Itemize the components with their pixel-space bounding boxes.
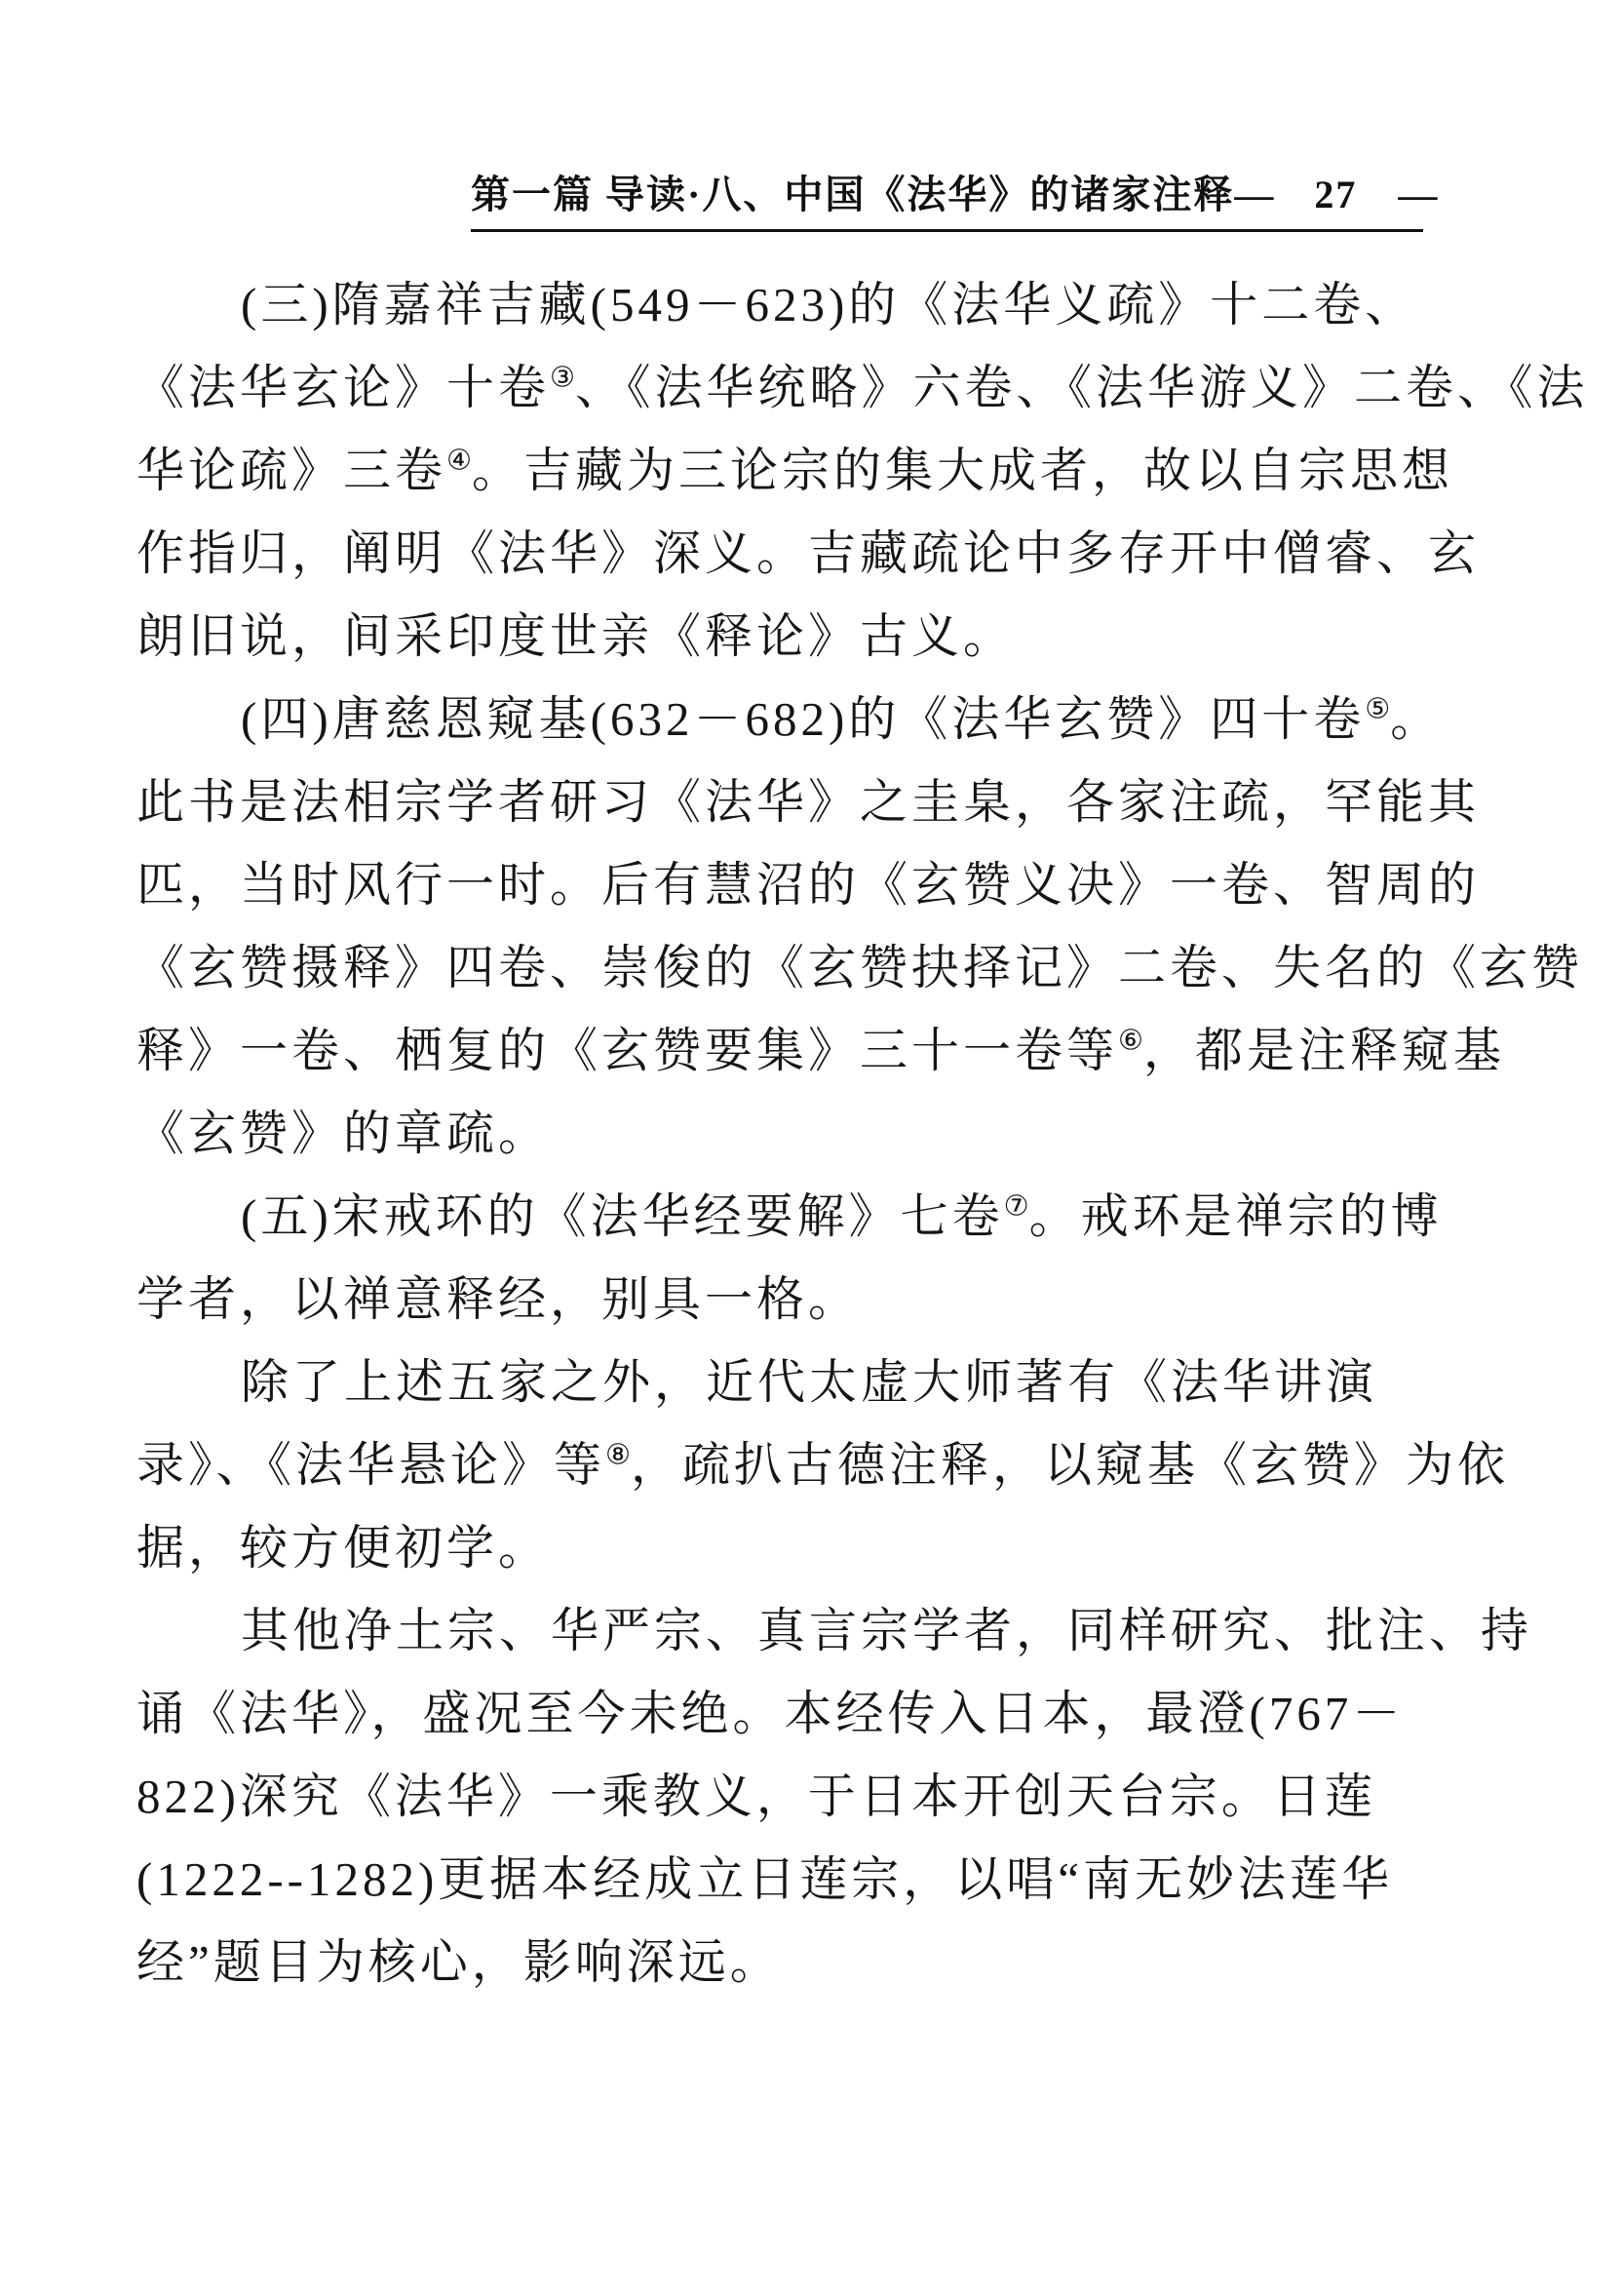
text-segment: (五)宋戒环的《法华经要解》七卷 [241, 1189, 1004, 1243]
text-segment: 录》、《法华悬论》等 [136, 1438, 606, 1492]
text-segment: 《玄赞摄释》四卷、崇俊的《玄赞抉择记》二卷、失名的《玄赞 [136, 941, 1584, 994]
text-segment: 经”题目为核心，影响深远。 [136, 1935, 782, 1989]
text-segment: 诵《法华》，盛况至今未绝。本经传入日本，最澄(767－ [136, 1687, 1405, 1740]
page-number-group [1234, 172, 1437, 217]
footnote-marker: ⑥ [1118, 1025, 1144, 1057]
text-line [136, 843, 1496, 926]
footnote-marker: ⑤ [1365, 693, 1391, 725]
text-line [136, 1921, 1496, 2004]
page-number-dash-right: — [1398, 173, 1438, 216]
text-line [136, 346, 1589, 429]
text-segment: 据，较方便初学。 [136, 1521, 551, 1575]
text-segment: 除了上述五家之外，近代太虚大师著有《法华讲演 [241, 1355, 1378, 1409]
text-line [136, 1175, 1496, 1258]
text-segment: 《法华玄论》十卷 [136, 361, 551, 414]
text-segment: 其他净土宗、华严宗、真言宗学者，同样研究、批注、持 [241, 1604, 1533, 1657]
text-line [136, 760, 1496, 843]
text-line [136, 678, 1496, 760]
text-line [136, 595, 1496, 678]
text-segment: ，都是注释窥基 [1143, 1024, 1506, 1077]
text-segment: 释》一卷、栖复的《玄赞要集》三十一卷等 [136, 1024, 1119, 1077]
body-text [136, 263, 1589, 2004]
running-header [471, 164, 1438, 232]
text-segment: 学者，以禅意释经，别具一格。 [136, 1272, 861, 1326]
text-line [136, 263, 1496, 346]
text-line [136, 1506, 1496, 1589]
text-segment: 。 [1390, 692, 1443, 746]
text-segment: (三)隋嘉祥吉藏(549－623)的《法华义疏》十二卷、 [241, 278, 1417, 331]
text-line [136, 1672, 1496, 1755]
text-line [136, 1092, 1496, 1175]
page-number: 27 [1314, 173, 1358, 216]
chapter-title: 第一篇 导读·八、中国《法华》的诸家注释 [471, 173, 1235, 216]
text-segment: 。戒环是禅宗的博 [1028, 1189, 1443, 1243]
text-segment: 此书是法相宗学者研习《法华》之圭臬，各家注疏，罕能其 [136, 775, 1481, 829]
text-segment: 822)深究《法华》一乘教义，于日本开创天台宗。日莲 [136, 1770, 1376, 1823]
footnote-marker: ③ [550, 362, 576, 394]
footnote-marker: ⑦ [1003, 1190, 1029, 1223]
text-segment: 。吉藏为三论宗的集大成者，故以自宗思想 [472, 444, 1454, 497]
text-line [136, 1009, 1506, 1092]
text-line [136, 1341, 1496, 1423]
text-line [136, 1838, 1496, 1921]
text-segment: 朗旧说，间采印度世亲《释论》古义。 [136, 609, 1016, 663]
text-line [136, 1589, 1533, 1672]
text-segment: ，疏扒古德注释，以窥基《玄赞》为依 [631, 1438, 1510, 1492]
text-line [136, 926, 1584, 1009]
text-segment: (1222--1282)更据本经成立日莲宗，以唱“南无妙法莲华 [136, 1852, 1394, 1906]
footnote-marker: ⑧ [605, 1439, 632, 1471]
text-line [136, 512, 1496, 595]
text-segment: (四)唐慈恩窥基(632－682)的《法华玄赞》四十卷 [241, 692, 1366, 746]
text-segment: 、《法华统略》六卷、《法华游义》二卷、《法 [575, 361, 1589, 414]
page-number-dash-left: — [1234, 173, 1274, 216]
text-line [136, 1423, 1510, 1506]
text-line [136, 429, 1496, 512]
footnote-marker: ④ [446, 445, 473, 477]
text-segment: 华论疏》三卷 [136, 444, 447, 497]
text-segment: 匹，当时风行一时。后有慧沼的《玄赞义决》一卷、智周的 [136, 858, 1481, 912]
text-segment: 《玄赞》的章疏。 [136, 1107, 551, 1160]
text-line [136, 1755, 1496, 1838]
text-segment: 作指归，阐明《法华》深义。吉藏疏论中多存开中僧睿、玄 [136, 526, 1481, 580]
text-line [136, 1258, 1496, 1341]
